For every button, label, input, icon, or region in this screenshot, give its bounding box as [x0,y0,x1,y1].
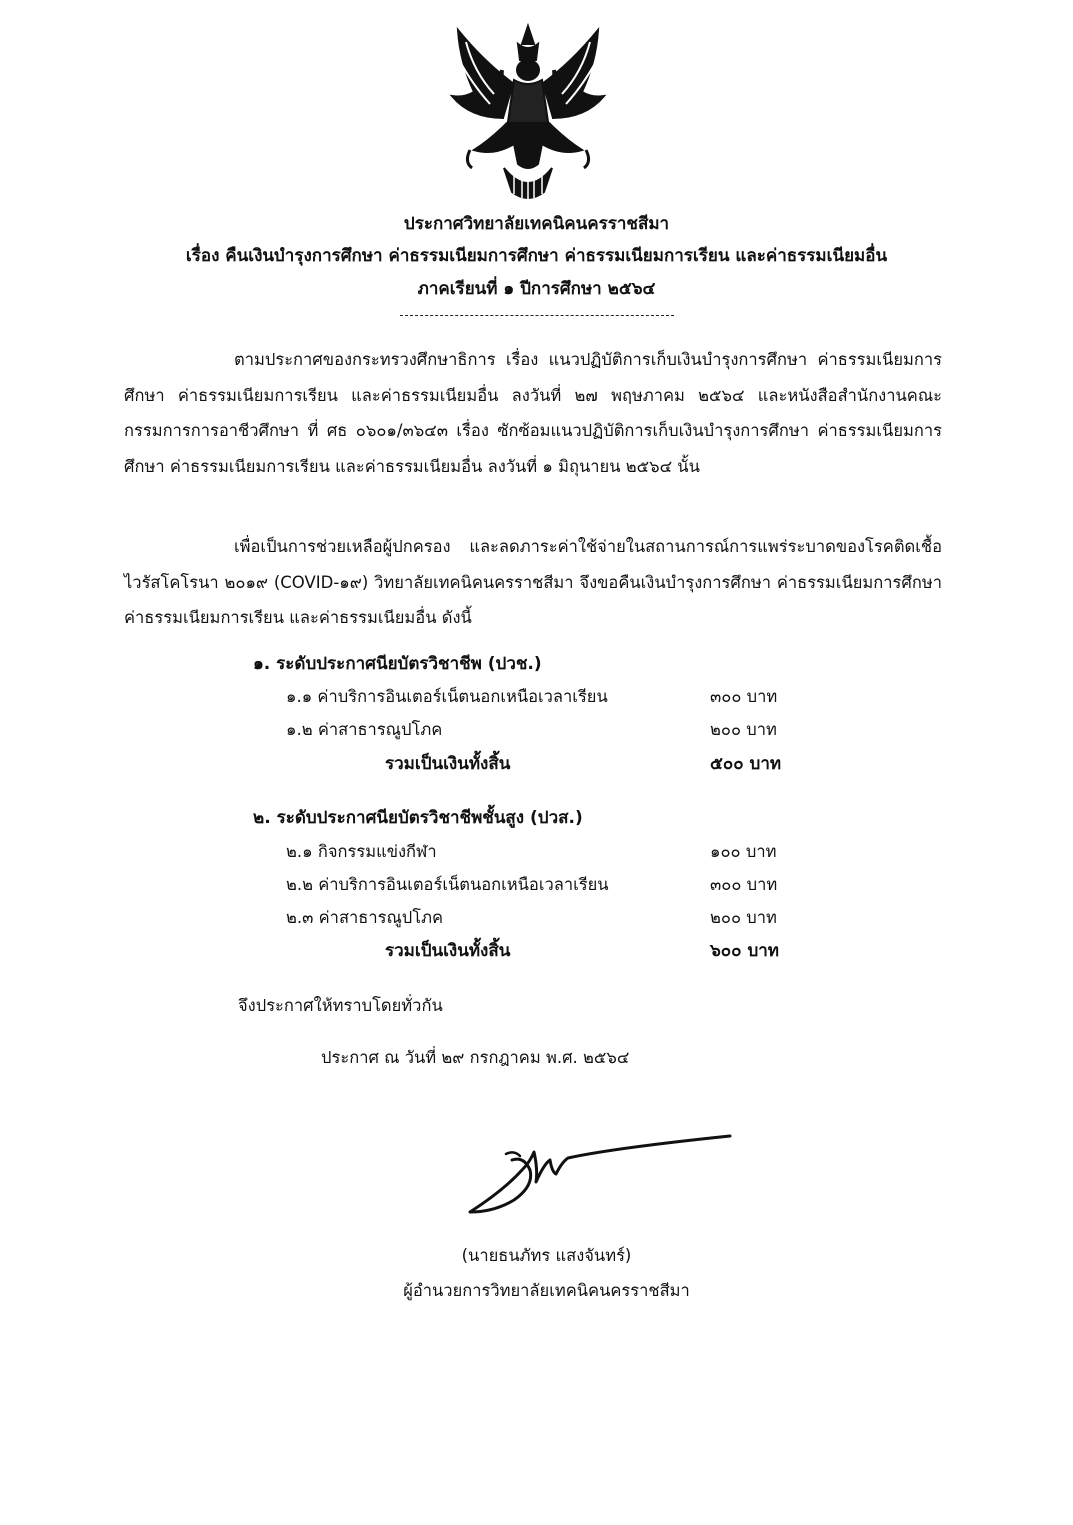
section-1-heading: ๑. ระดับประกาศนียบัตรวิชาชีพ (ปวช.) [253,654,542,674]
section-2-item-3-amount: ๒๐๐ บาท [710,908,777,927]
section-2-item-2-label: ๒.๒ ค่าบริการอินเตอร์เน็ตนอกเหนือเวลาเรียน [286,875,609,894]
section-2-total-amount: ๖๐๐ บาท [710,941,780,961]
announcement-subject: เรื่อง คืนเงินบำรุงการศึกษา ค่าธรรมเนียมการศึกษา ค่าธรรมเนียมการเรียน และค่าธรรมเนียมอื่น [185,246,888,266]
section-1-item-1-amount: ๓๐๐ บาท [710,687,778,706]
closing-statement: จึงประกาศให้ทราบโดยทั่วกัน [238,996,443,1015]
section-1-item-1-label: ๑.๑ ค่าบริการอินเตอร์เน็ตนอกเหนือเวลาเรียน [286,687,608,706]
announcement-title: ประกาศวิทยาลัยเทคนิคนครราชสีมา [403,214,670,234]
signature [464,1130,734,1216]
paragraph-2-text: เพื่อเป็นการช่วยเหลือผู้ปกครอง และลดภาระค่าใช้จ่ายในสถานการณ์การแพร่ระบาดของโรคติดเชื้อไวรัสโคโรนา ๒๐๑๙ (COVID-๑๙) วิทยาลัยเทคนิคนครราชสีมา จึงขอคืนเงินบำรุงการศึกษา ค่าธรรมเนียมการศึกษา ค่าธรรมเนียมการเรียน และค่าธรรมเนียมอื่น ดังนี้ [124,537,942,627]
section-2-item-3-label: ๒.๓ ค่าสาธารณูปโภค [286,908,444,927]
garuda-emblem [444,22,612,204]
announcement-date: ประกาศ ณ วันที่ ๒๙ กรกฎาคม พ.ศ. ๒๕๖๔ [321,1048,630,1067]
section-1-item-2-amount: ๒๐๐ บาท [710,720,777,739]
section-1-total-amount: ๕๐๐ บาท [710,754,782,774]
section-2-heading: ๒. ระดับประกาศนียบัตรวิชาชีพชั้นสูง (ปวส.) [253,808,583,828]
section-2-item-1-label: ๒.๑ กิจกรรมแข่งกีฬา [286,842,437,861]
body-paragraph-1 [124,342,942,484]
section-1-item-2-label: ๑.๒ ค่าสาธารณูปโภค [286,720,443,739]
section-2-total-label: รวมเป็นเงินทั้งสิ้น [385,941,511,961]
announcement-term: ภาคเรียนที่ ๑ ปีการศึกษา ๒๕๖๔ [417,279,656,299]
body-paragraph-2 [124,529,942,636]
section-2-item-2-amount: ๓๐๐ บาท [710,875,778,894]
header-divider [400,315,674,316]
section-1-total-label: รวมเป็นเงินทั้งสิ้น [385,754,511,774]
section-2-item-1-amount: ๑๐๐ บาท [710,842,777,861]
paragraph-1-text: ตามประกาศของกระทรวงศึกษาธิการ เรื่อง แนวปฏิบัติการเก็บเงินบำรุงการศึกษา ค่าธรรมเนียมการศึกษา ค่าธรรมเนียมการเรียน และค่าธรรมเนียมอื่น ลงวันที่ ๒๗ พฤษภาคม ๒๕๖๔ และหนังสือสำนักงานคณะกรรมการการอาชีวศึกษา ที่ ศธ ๐๖๐๑/๓๖๔๓ เรื่อง ซักซ้อมแนวปฏิบัติการเก็บเงินบำรุงการศึกษา ค่าธรรมเนียมการศึกษา ค่าธรรมเนียมการเรียน และค่าธรรมเนียมอื่น ลงวันที่ ๑ มิถุนายน ๒๕๖๔ นั้น [124,350,942,476]
signer-name: (นายธนภัทร แสงจันทร์) [461,1246,632,1265]
signer-title: ผู้อำนวยการวิทยาลัยเทคนิคนครราชสีมา [403,1281,690,1300]
